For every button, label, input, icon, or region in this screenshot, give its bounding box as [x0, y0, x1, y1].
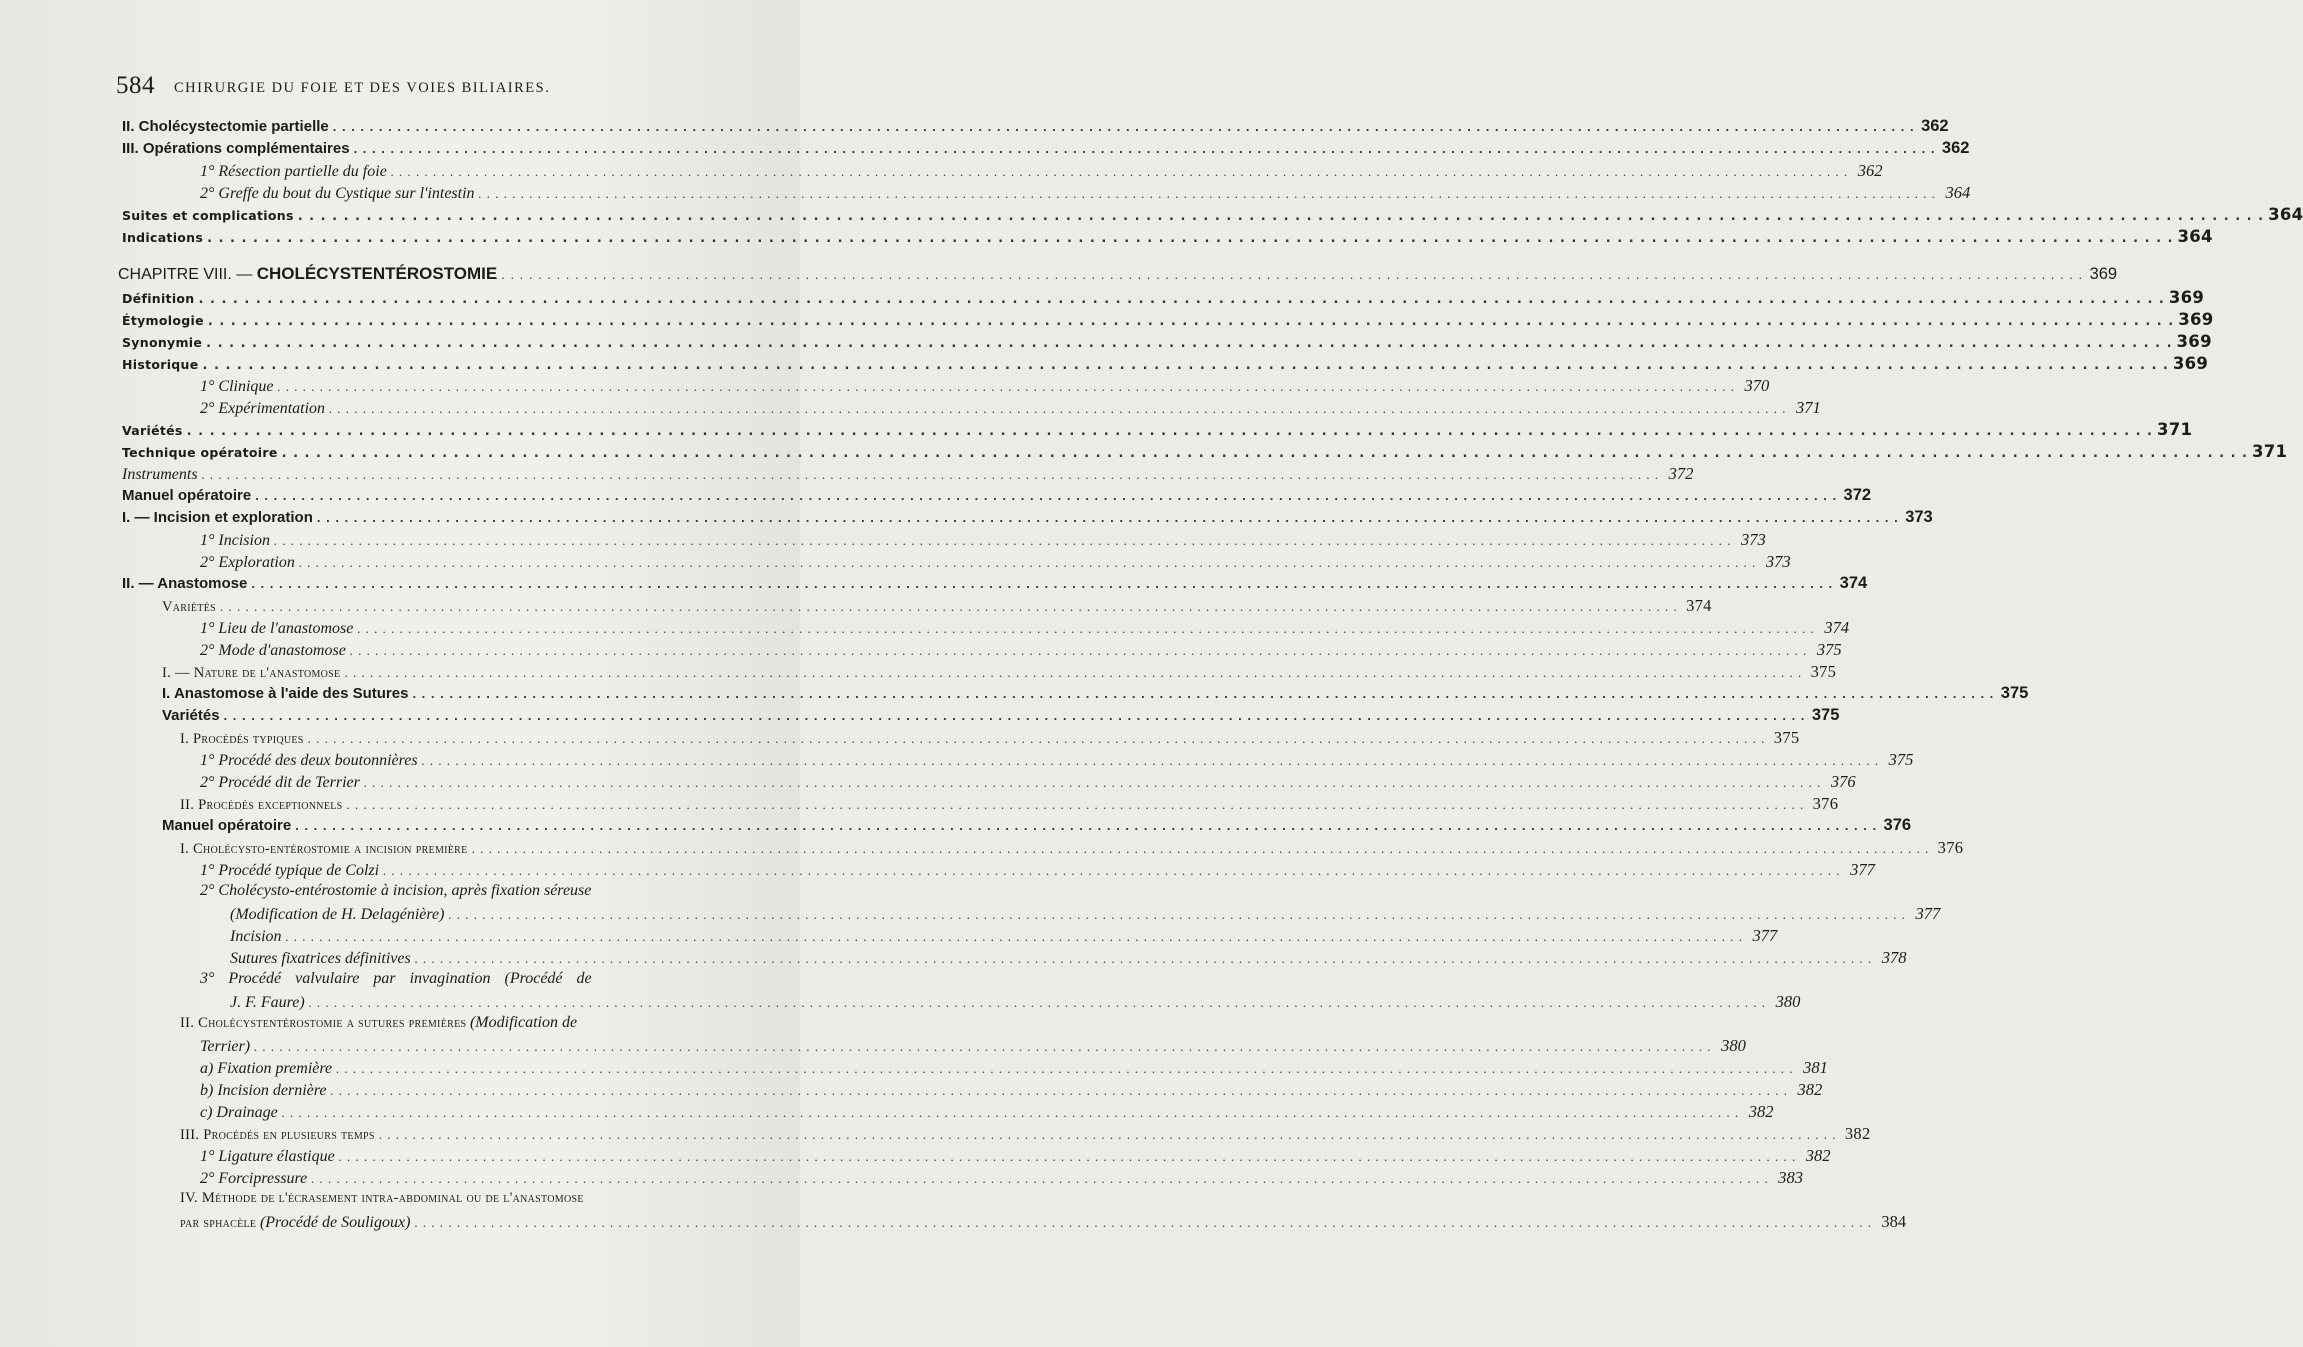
- toc-entry-row: [180, 838, 1964, 858]
- page-number: 584: [116, 72, 155, 99]
- toc-page-number: 362: [1857, 161, 1883, 180]
- toc-page-number: 376: [1812, 794, 1839, 813]
- running-head: CHIRURGIE DU FOIE ET DES VOIES BILIAIRES.: [174, 80, 551, 96]
- toc-entry: [0, 1080, 1823, 1100]
- toc-entry: [0, 530, 1766, 550]
- toc-entry-row: [230, 992, 1801, 1012]
- toc-entry-label: Sutures fixatrices définitives: [230, 950, 411, 967]
- toc-page-number: 377: [1752, 926, 1778, 945]
- toc-entry-label: Incision: [230, 928, 282, 945]
- toc-page-number: 384: [1881, 1212, 1907, 1231]
- toc-page-number: 375: [1773, 728, 1800, 747]
- toc-entry: [0, 662, 1837, 682]
- toc-entry-row: [200, 161, 1883, 181]
- toc-page-number: 364: [1945, 183, 1971, 202]
- dot-leader: [282, 446, 2248, 461]
- dot-leader: [379, 1127, 1837, 1143]
- toc-entry: [0, 750, 1914, 770]
- toc-entry-row: [200, 183, 1971, 203]
- toc-page-number: 369: [2176, 332, 2212, 351]
- dot-leader: [308, 731, 1766, 747]
- toc-entry-label: 2° Mode d'anastomose: [200, 642, 346, 659]
- dot-leader: [383, 863, 1841, 879]
- toc-entry-row: [122, 139, 1970, 159]
- toc-entry: [0, 596, 1712, 616]
- toc-page-number: 364: [2177, 227, 2213, 246]
- toc-entry: [0, 948, 1907, 968]
- toc-entry-label: Indications: [122, 230, 204, 245]
- toc-entry: [0, 420, 2193, 440]
- toc-entry: [0, 1124, 1871, 1144]
- toc-entry-row: [180, 1124, 1871, 1144]
- toc-entry-label: Étymologie: [122, 313, 204, 328]
- toc-entry-label: I. — Nature de l'anastomose: [162, 665, 341, 681]
- toc-page-number: 378: [1881, 948, 1907, 967]
- toc-entry-row: [200, 640, 1842, 660]
- toc-entry-label: Variétés: [122, 423, 183, 438]
- toc-page-number: 376: [1883, 816, 1912, 834]
- toc-entry-label: J. F. Faure): [230, 994, 305, 1011]
- toc-entry-row: [180, 728, 1800, 748]
- toc-entry-row: [122, 442, 2288, 462]
- toc-page-number: 376: [1937, 838, 1964, 857]
- toc-entry-label: Définition: [122, 291, 195, 306]
- toc-entry: [0, 1036, 1746, 1056]
- toc-entry: [0, 332, 2212, 352]
- toc-entry-label: 1° Lieu de l'anastomose: [200, 620, 354, 637]
- toc-page-number: 373: [1765, 552, 1791, 571]
- toc-entry: [0, 117, 1949, 137]
- toc-entry-row: [200, 552, 1791, 572]
- dot-leader: [295, 818, 1877, 833]
- toc-entry-label: II. Cholécystectomie partielle: [122, 118, 329, 135]
- toc-entry-row: [200, 530, 1766, 550]
- dot-leader: [317, 510, 1899, 525]
- toc-entry: [0, 161, 1883, 181]
- toc-entry: [0, 227, 2213, 247]
- dot-leader: [254, 1039, 1712, 1055]
- toc-entry-row: [122, 288, 2205, 308]
- toc-page-number: 373: [1740, 530, 1766, 549]
- dot-leader: [298, 209, 2264, 224]
- toc-entry: [0, 310, 2214, 330]
- toc-entry: [0, 860, 1875, 880]
- toc-entry: [0, 442, 2288, 462]
- toc-page-number: 370: [1744, 376, 1770, 395]
- toc-page-number: 382: [1844, 1124, 1871, 1143]
- toc-entry-label: (Modification de H. Delagénière): [230, 906, 445, 923]
- toc-entry-row: [200, 1058, 1828, 1078]
- toc-entry: [0, 926, 1778, 946]
- toc-entry-row: [200, 1102, 1774, 1122]
- toc-entry-label: a) Fixation première: [200, 1060, 333, 1077]
- toc-entry: [0, 640, 1842, 660]
- toc-page-number: 369: [2172, 354, 2209, 373]
- dot-leader: [286, 929, 1744, 945]
- dot-leader: [220, 599, 1678, 615]
- dot-leader: [391, 164, 1849, 180]
- toc-entry-row: [122, 310, 2214, 330]
- toc-page-number: 381: [1803, 1058, 1828, 1077]
- toc-entry-label: 1° Procédé typique de Colzi: [200, 862, 380, 879]
- toc-entry-line1: [0, 1190, 800, 1210]
- dot-leader: [224, 708, 1806, 723]
- toc-entry-label: II. — Anastomose: [122, 575, 248, 592]
- toc-entry-label: III. Procédés en plusieurs temps: [180, 1127, 375, 1143]
- dot-leader: [208, 314, 2174, 329]
- toc-entry-row: [180, 1212, 1907, 1232]
- toc-entry-row: [230, 948, 1907, 968]
- toc-entry-label: 2° Procédé dit de Terrier: [200, 774, 360, 791]
- toc-entry: [0, 816, 1912, 836]
- toc-entry-label: I. Anastomose à l'aide des Sutures: [162, 685, 409, 702]
- toc-entry-line1: [0, 882, 800, 902]
- dot-leader: [330, 1083, 1788, 1099]
- dot-leader: [501, 267, 2083, 282]
- toc-entry: [0, 288, 2205, 308]
- toc-entry-row: [200, 860, 1875, 880]
- dot-leader: [278, 379, 1736, 395]
- toc-entry-row: [200, 1168, 1804, 1188]
- toc-entry-label: 2° Expérimentation: [200, 400, 326, 417]
- toc-entry-row: [122, 486, 1872, 506]
- toc-entry: [0, 838, 1964, 858]
- toc-page-number: 375: [2000, 684, 2029, 702]
- toc-entry-text: 2° Cholécysto-entérostomie à incision, après fixation séreuse: [200, 882, 592, 899]
- toc-entry: [0, 992, 1801, 1012]
- toc-entry-label: c) Drainage: [200, 1104, 278, 1121]
- toc-entry: [0, 1102, 1774, 1122]
- page-header: [116, 72, 686, 104]
- toc-entry-row: [122, 205, 2303, 225]
- chapter-heading: [0, 264, 2118, 284]
- toc-entry-row: [122, 332, 2212, 352]
- toc-page-number: 380: [1721, 1036, 1746, 1055]
- dot-leader: [422, 753, 1880, 769]
- toc-entry-line1: [0, 970, 800, 990]
- dot-leader: [251, 576, 1833, 591]
- toc-page-number: 369: [2168, 288, 2205, 307]
- toc-entry-label: Synonymie: [122, 335, 203, 350]
- toc-page-number: 380: [1775, 992, 1801, 1011]
- dot-leader: [206, 336, 2172, 351]
- toc-page-number: 369: [2178, 310, 2214, 329]
- toc-entry-row: [200, 1080, 1823, 1100]
- toc-entry-label: I. Cholécysto-entérostomie a incision première: [180, 841, 468, 857]
- dot-leader: [347, 797, 1805, 813]
- toc-entry-label: III. Opérations complémentaires: [122, 140, 350, 157]
- toc-entry: [0, 1058, 1828, 1078]
- toc-entry-row: [118, 264, 2118, 284]
- dot-leader: [311, 1171, 1769, 1187]
- dot-leader: [199, 292, 2165, 307]
- toc-entry-label: Suites et complications: [122, 208, 294, 223]
- dot-leader: [415, 951, 1873, 967]
- toc-entry-row: [122, 227, 2213, 247]
- dot-leader: [354, 141, 1936, 156]
- toc-page-number: 376: [1830, 772, 1856, 791]
- toc-entry-text: IV. Méthode de l'écrasement intra-abdominal ou de l'anastomose: [180, 1190, 584, 1206]
- dot-leader: [364, 775, 1822, 791]
- toc-page-number: 374: [1686, 596, 1712, 615]
- toc-entry-row: [162, 706, 1840, 726]
- toc-entry-label: II. Procédés exceptionnels: [180, 797, 343, 813]
- dot-leader: [207, 231, 2173, 246]
- toc-entry: [0, 618, 1850, 638]
- toc-page-number: 375: [1811, 706, 1840, 724]
- dot-leader: [299, 555, 1757, 571]
- toc-entry: [0, 376, 1770, 396]
- dot-leader: [333, 119, 1915, 134]
- toc-page-number: 383: [1778, 1168, 1804, 1187]
- toc-entry: [0, 574, 1868, 594]
- toc-entry-row: [230, 904, 1941, 924]
- toc-page-number: 382: [1797, 1080, 1823, 1099]
- toc-entry-row: [162, 684, 2029, 704]
- toc-entry-text: II. Cholécystentérostomie a sutures premières (Modification de: [180, 1014, 578, 1031]
- toc-entry: [0, 706, 1840, 726]
- toc-entry-row: [200, 376, 1770, 396]
- toc-page-number: 372: [1843, 486, 1872, 504]
- toc-entry-row: [200, 1146, 1831, 1166]
- dot-leader: [472, 841, 1930, 857]
- toc-entry-row: [162, 816, 1912, 836]
- toc-entry-row: [200, 1036, 1746, 1056]
- toc-entry: [0, 794, 1839, 814]
- toc-entry-label: Technique opératoire: [122, 445, 278, 460]
- toc-entry-label: Historique: [122, 357, 199, 372]
- toc-entry-row: [122, 117, 1949, 137]
- toc-page-number: 373: [1905, 508, 1933, 526]
- toc-entry-text: 3° Procédé valvulaire par invagination (Procédé de: [200, 970, 592, 987]
- dot-leader: [344, 665, 1802, 681]
- dot-leader: [329, 401, 1787, 417]
- toc-page-number: 364: [2268, 205, 2303, 224]
- toc-entry: [0, 904, 1941, 924]
- dot-leader: [414, 1215, 1872, 1231]
- toc-entry-row: [180, 794, 1839, 814]
- toc-entry-label: 1° Clinique: [200, 378, 274, 395]
- toc-page-number: 374: [1824, 618, 1850, 637]
- toc-page-number: 371: [2157, 420, 2193, 439]
- toc-entry-label: CHAPITRE VIII. — CHOLÉCYSTENTÉROSTOMIE: [118, 264, 498, 283]
- toc-entry: [0, 552, 1791, 572]
- dot-leader: [357, 621, 1815, 637]
- dot-leader: [350, 643, 1808, 659]
- toc-entry-label: Variétés: [162, 707, 220, 724]
- dot-leader: [412, 686, 1994, 701]
- toc-entry-label: 1° Procédé des deux boutonnières: [200, 752, 418, 769]
- dot-leader: [479, 186, 1937, 202]
- toc-entry-row: [200, 750, 1914, 770]
- toc-entry-label: b) Incision dernière: [200, 1082, 327, 1099]
- toc-entry-label: Terrier): [200, 1038, 251, 1055]
- toc-entry-label: 1° Incision: [200, 532, 270, 549]
- toc-entry-label: Variétés: [162, 599, 216, 615]
- toc-page-number: 375: [1810, 662, 1837, 681]
- toc-entry-row: [200, 772, 1856, 792]
- toc-entry-label: 1° Ligature élastique: [200, 1148, 335, 1165]
- toc-entry-label: 2° Greffe du bout du Cystique sur l'intestin: [200, 185, 475, 202]
- toc-entry: [0, 1212, 1907, 1232]
- toc-entry: [0, 508, 1933, 528]
- toc-page-number: 362: [1921, 117, 1949, 135]
- toc-page-number: 371: [2251, 442, 2288, 461]
- toc-page-number: 375: [1888, 750, 1914, 769]
- toc-entry-row: [122, 464, 1694, 484]
- dot-leader: [203, 358, 2169, 373]
- toc-entry: [0, 1168, 1804, 1188]
- toc-entry: [0, 183, 1971, 203]
- toc-page-number: 371: [1796, 398, 1821, 417]
- toc-page-number: 375: [1816, 640, 1842, 659]
- toc-entry: [0, 398, 1821, 418]
- dot-leader: [187, 424, 2153, 439]
- toc-entry: [0, 772, 1856, 792]
- toc-entry-label: Manuel opératoire: [122, 487, 252, 504]
- toc-page-number: 374: [1839, 574, 1868, 592]
- dot-leader: [274, 533, 1732, 549]
- toc-entry: [0, 1146, 1831, 1166]
- dot-leader: [339, 1149, 1797, 1165]
- toc-entry-row: [122, 354, 2209, 374]
- toc-entry-row: [200, 618, 1850, 638]
- toc-entry-label: Manuel opératoire: [162, 817, 292, 834]
- toc-entry: [0, 486, 1872, 506]
- toc-page-number: 377: [1915, 904, 1941, 923]
- toc-entry: [0, 728, 1800, 748]
- toc-entry-label: Instruments: [122, 466, 198, 483]
- toc-entry-row: [200, 398, 1821, 418]
- toc-entry-row: [162, 596, 1712, 616]
- dot-leader: [309, 995, 1767, 1011]
- dot-leader: [202, 467, 1660, 483]
- toc-page-number: 372: [1668, 464, 1694, 483]
- toc-entry-row: [122, 508, 1933, 528]
- toc-entry: [0, 354, 2209, 374]
- dot-leader: [255, 488, 1837, 503]
- toc-entry-label: 2° Exploration: [200, 554, 295, 571]
- toc-entry: [0, 684, 2029, 704]
- toc-entry-label: 1° Résection partielle du foie: [200, 163, 387, 180]
- toc-entry-row: [122, 420, 2193, 440]
- toc-entry-row: [122, 574, 1868, 594]
- toc-page-number: 377: [1850, 860, 1875, 879]
- dot-leader: [336, 1061, 1794, 1077]
- toc-entry-line1: [0, 1014, 800, 1034]
- toc-page-number: 369: [2089, 265, 2118, 283]
- toc-entry-label: 2° Forcipressure: [200, 1170, 308, 1187]
- toc-entry: [0, 139, 1970, 159]
- toc-entry: [0, 205, 2303, 225]
- toc-entry-label: I. Procédés typiques: [180, 731, 304, 747]
- toc-page-number: 382: [1748, 1102, 1774, 1121]
- dot-leader: [282, 1105, 1740, 1121]
- toc-page-number: 362: [1941, 139, 1970, 157]
- toc-entry-label: par sphacèle (Procédé de Souligoux): [180, 1214, 411, 1231]
- toc-entry: [0, 464, 1694, 484]
- toc-entry-row: [230, 926, 1778, 946]
- toc-page-number: 382: [1805, 1146, 1831, 1165]
- dot-leader: [448, 907, 1906, 923]
- toc-entry-label: I. — Incision et exploration: [122, 509, 313, 526]
- toc-entry-row: [162, 662, 1837, 682]
